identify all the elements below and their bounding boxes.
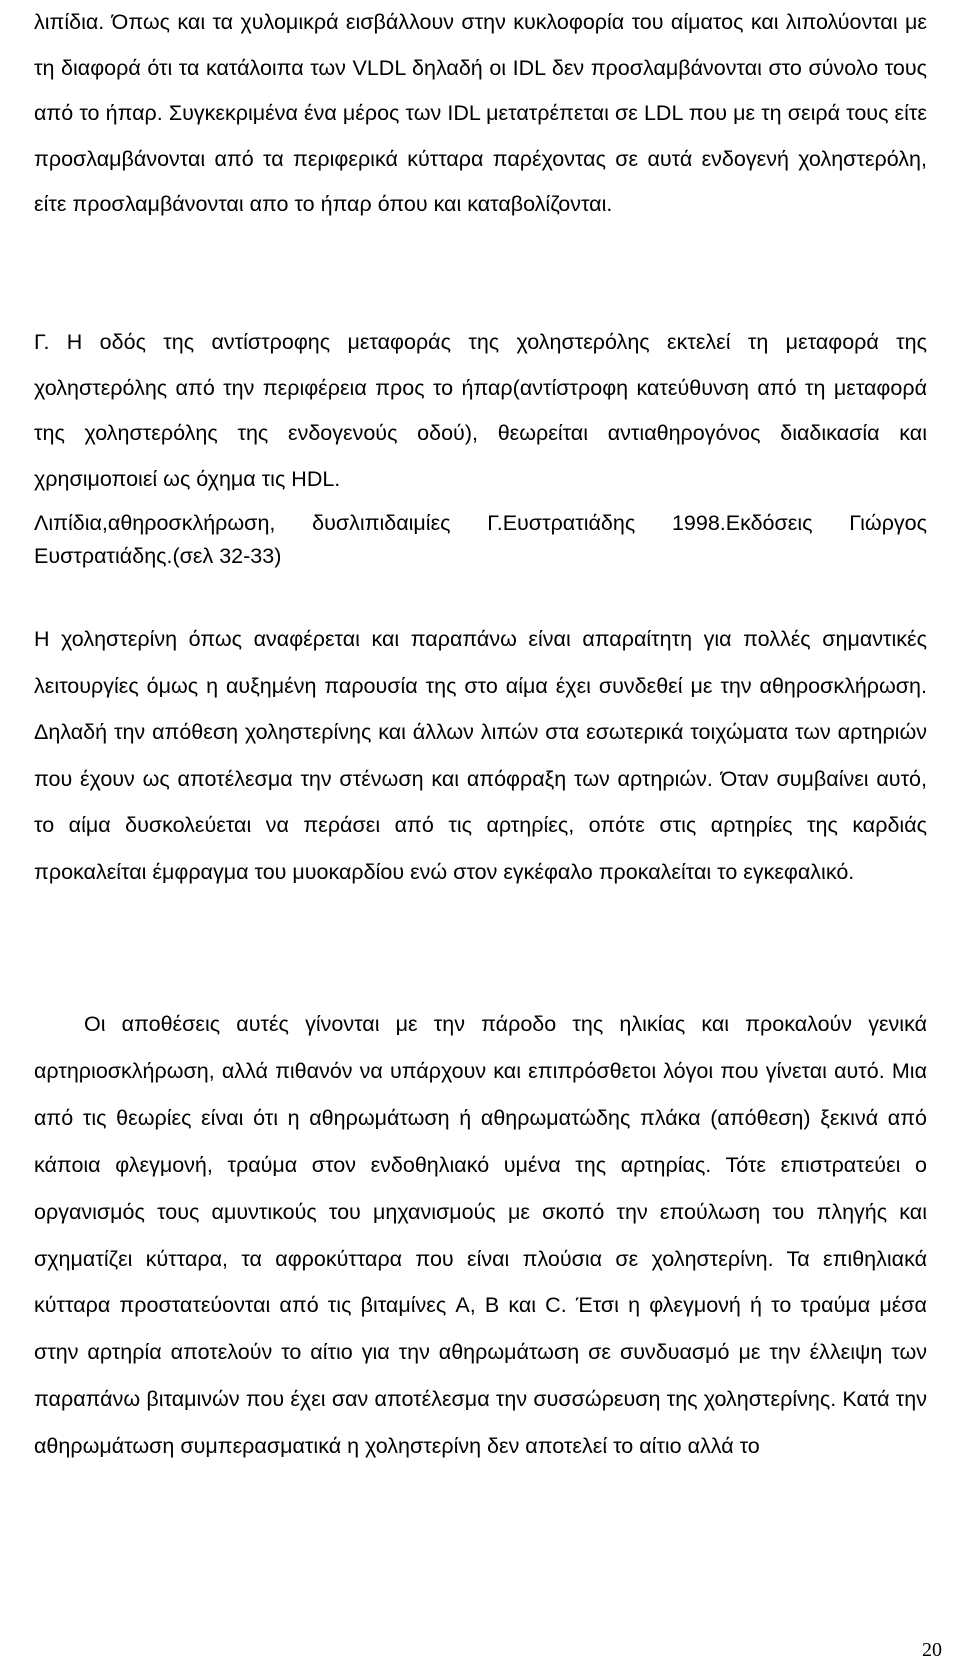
paragraph-vldl-idl-metabolism: λιπίδια. Όπως και τα χυλομικρά εισβάλλουν στην κυκλοφορία του αίματος και λιπολύονται με τη διαφορά ότι τα κατάλοιπα των VLDL δηλαδή οι IDL δεν προσλαμβάνονται στο σύνολο τους από το ήπαρ. Συγκεκριμένα ένα μέρος των IDL μετατρέπεται σε LDL που με τη σειρά τους είτε προσλαμβάνονται από τα περιφερικά κύτταρα παρέχοντας σε αυτά ενδογενή χοληστερόλη, είτε προσλαμβάνονται απο το ήπαρ όπου και καταβολίζονται. [34,10,927,217]
paragraph-reverse-cholesterol-transport: Γ. Η οδός της αντίστροφης μεταφοράς της χοληστερόλης εκτελεί τη μεταφορά της χοληστερόλης από την περιφέρεια προς το ήπαρ(αντίστροφη κατεύθυνση από τη μεταφορά της χοληστερόλης της ενδογενούς οδού), θεωρείται αντιαθηρογόνος διαδικασία και χρησιμοποιεί ως όχημα τις HDL. [34,330,927,491]
page-number: 20 [922,1639,942,1661]
paragraph-cholesterol-atherosclerosis: Η χοληστερίνη όπως αναφέρεται και παραπάνω είναι απαραίτητη για πολλές σημαντικές λειτουργίες όμως η αυξημένη παρουσία της στο αίμα έχει συνδεθεί με την αθηροσκλήρωση. Δηλαδή την απόθεση χοληστερίνης και άλλων λιπών στα εσωτερικά τοιχώματα των αρτηριών που έχουν ως αποτέλεσμα την στένωση και απόφραξη των αρτηριών. Όταν συμβαίνει αυτό, το αίμα δυσκολεύεται να περάσει από τις αρτηρίες, οπότε στις αρτηρίες της καρδιάς προκαλείται έμφραγμα του μυοκαρδίου ενώ στον εγκέφαλο προκαλείται το εγκεφαλικό. [34,627,927,884]
paragraph-citation: Λιπίδια,αθηροσκλήρωση, δυσλιπιδαιμίες Γ.Ευστρατιάδης 1998.Εκδόσεις Γιώργος Ευστρατιάδης.(σελ 32-33) [34,511,927,568]
paragraph-deposits-theory: Οι αποθέσεις αυτές γίνονται με την πάροδο της ηλικίας και προκαλούν γενικά αρτηριοσκλήρωση, αλλά πιθανόν να υπάρχουν και επιπρόσθετοι λόγοι που γίνεται αυτό. Μια από τις θεωρίες είναι ότι η αθηρωμάτωση ή αθηρωματώδης πλάκα (απόθεση) ξεκινά από κάποια φλεγμονή, τραύμα στον ενδοθηλιακό υμένα της αρτηρίας. Τότε επιστρατεύει ο οργανισμός τους αμυντικούς του μηχανισμούς με σκοπό την επούλωση του πληγής και σχηματίζει κύτταρα, τα αφροκύτταρα που είναι πλούσια σε χοληστερίνη. Τα επιθηλιακά κύτταρα προστατεύονται από τις βιταμίνες A, B και C. Έτσι η φλεγμονή ή το τραύμα μέσα στην αρτηρία αποτελούν το αίτιο για την αθηρωμάτωση σε συνδυασμό με την έλλειψη των παραπάνω βιταμινών που έχει σαν αποτέλεσμα την συσσώρευση της χοληστερίνης. Κατά την αθηρωμάτωση συμπερασματικά η χοληστερίνη δεν αποτελεί το αίτιο αλλά το [34,1012,927,1459]
